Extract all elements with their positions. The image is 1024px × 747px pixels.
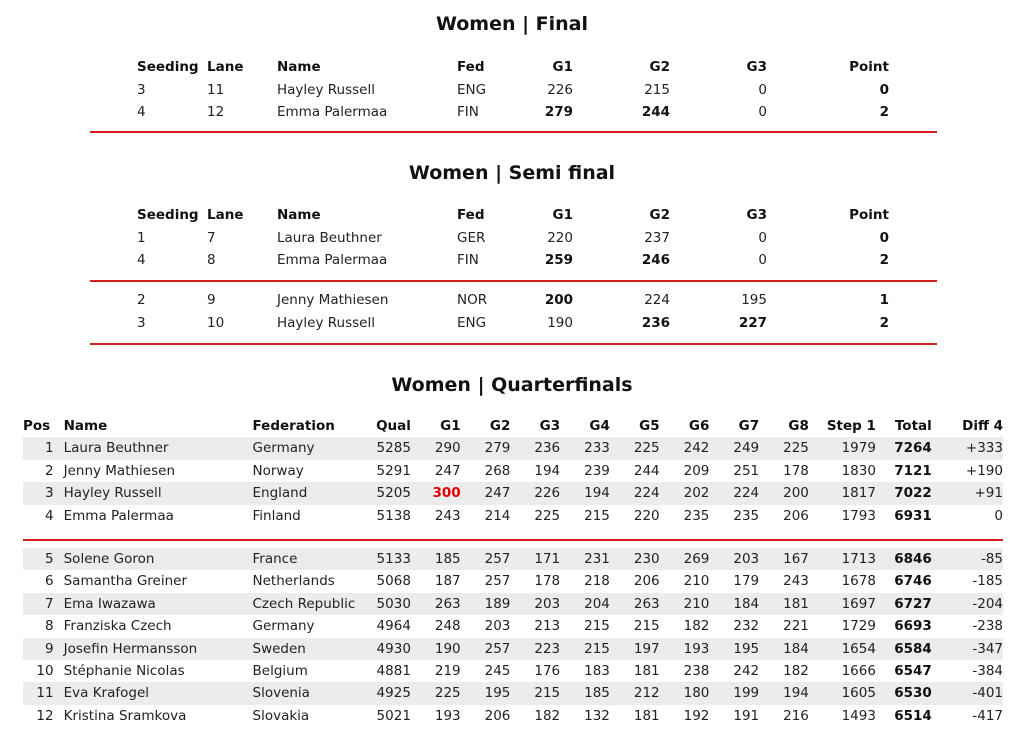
col-g3: G3 xyxy=(539,418,561,434)
step1-cell: 1678 xyxy=(841,573,876,590)
player-name: Jenny Mathiesen xyxy=(277,292,389,308)
total-cell: 7121 xyxy=(894,462,932,479)
game-cell: 195 xyxy=(461,682,511,704)
g3-cell: 0 xyxy=(758,104,767,120)
player-row xyxy=(137,101,889,124)
game-cell: 225 xyxy=(534,507,561,524)
col-g3: G3 xyxy=(746,207,767,223)
game-cell: 221 xyxy=(783,618,809,635)
total-cell: 6846 xyxy=(876,548,932,570)
game-cell: 244 xyxy=(633,462,660,479)
g1-cell: 279 xyxy=(544,104,573,120)
col-g2: G2 xyxy=(489,418,511,434)
quarter-table xyxy=(23,415,1003,727)
qual-cell: 5205 xyxy=(372,482,411,504)
fed-cell: FIN xyxy=(457,104,479,120)
federation-cell: Norway xyxy=(252,462,304,479)
semi-divider-2 xyxy=(90,343,937,345)
g1-cell: 200 xyxy=(544,292,573,308)
game-cell: 300 xyxy=(411,482,461,504)
pos-cell: 1 xyxy=(23,437,64,459)
player-name: Laura Beuthner xyxy=(277,229,382,246)
g1-cell: 226 xyxy=(547,81,573,98)
game-cell: 248 xyxy=(434,618,461,635)
player-name: Samantha Greiner xyxy=(63,573,188,590)
game-cell: 230 xyxy=(610,548,660,570)
game-cell: 224 xyxy=(610,482,660,504)
game-cell: 195 xyxy=(709,638,759,660)
game-cell: 235 xyxy=(683,507,710,524)
quarter-header-row xyxy=(23,415,1003,437)
g2-cell: 237 xyxy=(644,229,670,246)
game-cell: 226 xyxy=(510,482,560,504)
game-cell: 178 xyxy=(534,573,561,590)
player-name: Eva Krafogel xyxy=(64,682,253,704)
diff-cell: -85 xyxy=(932,548,1003,570)
game-cell: 206 xyxy=(783,507,809,524)
player-name: Josefin Hermansson xyxy=(64,638,253,660)
game-cell: 178 xyxy=(783,462,809,479)
game-cell: 214 xyxy=(484,507,511,524)
total-cell: 6584 xyxy=(876,638,932,660)
col-diff: Diff 4 xyxy=(962,418,1003,434)
game-cell: 238 xyxy=(683,663,710,680)
game-cell: 206 xyxy=(484,707,511,724)
step1-cell: 1666 xyxy=(841,663,876,680)
game-cell: 216 xyxy=(783,707,809,724)
game-cell: 204 xyxy=(560,593,610,615)
game-cell: 215 xyxy=(584,618,610,635)
g3-cell: 0 xyxy=(758,229,767,246)
g1-cell: 259 xyxy=(544,252,573,268)
game-cell: 199 xyxy=(709,682,759,704)
player-name: Laura Beuthner xyxy=(64,437,253,459)
quarter-divider xyxy=(23,539,1003,541)
game-cell: 224 xyxy=(709,482,759,504)
step1-cell: 1729 xyxy=(841,618,876,635)
game-cell: 193 xyxy=(660,638,710,660)
diff-cell: -185 xyxy=(972,573,1003,590)
pos-cell: 7 xyxy=(23,593,64,615)
final-title: Women | Final xyxy=(435,13,589,35)
federation-cell: Sweden xyxy=(253,638,373,660)
col-pos: Pos xyxy=(23,418,51,434)
game-cell: 269 xyxy=(660,548,710,570)
game-cell: 181 xyxy=(759,593,809,615)
semi-table-b xyxy=(137,289,889,334)
pos-cell: 8 xyxy=(45,618,54,635)
game-cell: 218 xyxy=(584,573,610,590)
col-name: Name xyxy=(63,418,108,434)
game-cell: 185 xyxy=(560,682,610,704)
pos-cell: 3 xyxy=(23,482,64,504)
federation-cell: Germany xyxy=(252,618,315,635)
step1-cell: 1979 xyxy=(809,437,876,459)
col-g4: G4 xyxy=(589,418,610,434)
total-cell: 6547 xyxy=(894,663,932,680)
table-row xyxy=(23,615,1003,637)
step1-cell: 1713 xyxy=(809,548,876,570)
federation-cell: Belgium xyxy=(252,663,308,680)
final-table xyxy=(137,56,889,124)
game-cell: 209 xyxy=(683,462,710,479)
lane-cell: 8 xyxy=(207,252,216,268)
game-cell: 176 xyxy=(534,663,561,680)
game-cell: 247 xyxy=(434,462,461,479)
qual-cell: 5138 xyxy=(376,507,411,524)
federation-cell: Netherlands xyxy=(252,573,335,590)
game-cell: 181 xyxy=(633,707,660,724)
game-cell: 268 xyxy=(484,462,511,479)
game-cell: 182 xyxy=(534,707,561,724)
game-cell: 257 xyxy=(461,548,511,570)
game-cell: 210 xyxy=(660,593,710,615)
federation-cell: Slovakia xyxy=(252,707,310,724)
player-row xyxy=(137,312,889,335)
fed-cell: ENG xyxy=(457,314,487,331)
table-row xyxy=(23,548,1003,570)
pos-cell: 12 xyxy=(36,707,54,724)
step1-cell: 1793 xyxy=(841,507,876,524)
player-name: Kristina Sramkova xyxy=(63,707,187,724)
total-cell: 7264 xyxy=(876,437,932,459)
col-federation: Federation xyxy=(252,418,335,434)
g2-cell: 246 xyxy=(641,252,670,268)
g3-cell: 0 xyxy=(758,81,767,98)
table-row xyxy=(23,437,1003,459)
semi-title: Women | Semi final xyxy=(408,162,616,184)
federation-cell: Slovenia xyxy=(253,682,373,704)
total-cell: 6530 xyxy=(876,682,932,704)
game-cell: 279 xyxy=(461,437,511,459)
diff-cell: -417 xyxy=(972,707,1003,724)
game-cell: 197 xyxy=(610,638,660,660)
g2-cell: 215 xyxy=(644,81,670,98)
game-cell: 181 xyxy=(633,663,660,680)
seeding-cell: 3 xyxy=(137,314,146,331)
player-name: Emma Palermaa xyxy=(63,507,174,524)
game-cell: 225 xyxy=(610,437,660,459)
qual-cell: 5133 xyxy=(372,548,411,570)
table-row xyxy=(23,460,1003,482)
game-cell: 179 xyxy=(733,573,760,590)
game-cell: 206 xyxy=(633,573,660,590)
game-cell: 194 xyxy=(560,482,610,504)
seeding-cell: 4 xyxy=(137,252,146,268)
col-fed: Fed xyxy=(457,59,485,75)
total-cell: 6693 xyxy=(894,618,932,635)
pos-cell: 9 xyxy=(23,638,64,660)
g1-cell: 190 xyxy=(547,314,573,331)
game-cell: 245 xyxy=(484,663,511,680)
game-cell: 215 xyxy=(633,618,660,635)
game-cell: 132 xyxy=(584,707,610,724)
point-cell: 1 xyxy=(879,292,889,308)
player-name: Emma Palermaa xyxy=(277,104,388,120)
diff-cell: -204 xyxy=(932,593,1003,615)
qual-cell: 4925 xyxy=(372,682,411,704)
fed-cell: NOR xyxy=(457,292,488,308)
game-cell: 213 xyxy=(534,618,561,635)
lane-cell: 12 xyxy=(207,104,225,120)
seeding-cell: 4 xyxy=(137,104,146,120)
point-cell: 2 xyxy=(879,104,889,120)
pos-cell: 4 xyxy=(45,507,54,524)
federation-cell: Czech Republic xyxy=(253,593,373,615)
player-name: Ema Iwazawa xyxy=(64,593,253,615)
game-cell: 251 xyxy=(733,462,760,479)
table-row xyxy=(23,682,1003,704)
player-name: Solene Goron xyxy=(64,548,253,570)
table-row xyxy=(23,482,1003,504)
game-cell: 219 xyxy=(434,663,461,680)
game-cell: 184 xyxy=(759,638,809,660)
game-cell: 183 xyxy=(584,663,610,680)
col-g5: G5 xyxy=(639,418,660,434)
game-cell: 257 xyxy=(461,638,511,660)
lane-cell: 9 xyxy=(207,292,216,308)
col-g1: G1 xyxy=(552,207,573,223)
federation-cell: France xyxy=(253,548,373,570)
qual-cell: 4964 xyxy=(376,618,411,635)
player-name: Stéphanie Nicolas xyxy=(63,663,185,680)
group-gap xyxy=(23,527,1003,548)
player-name: Franziska Czech xyxy=(63,618,172,635)
col-point: Point xyxy=(849,59,889,75)
total-cell: 7022 xyxy=(876,482,932,504)
final-divider xyxy=(90,131,937,133)
total-cell: 6931 xyxy=(894,507,932,524)
col-name: Name xyxy=(277,59,321,75)
qual-cell: 5291 xyxy=(376,462,411,479)
game-cell: 215 xyxy=(560,638,610,660)
step1-cell: 1654 xyxy=(809,638,876,660)
game-cell: 249 xyxy=(709,437,759,459)
seeding-cell: 2 xyxy=(137,292,146,308)
step1-cell: 1830 xyxy=(841,462,876,479)
game-cell: 232 xyxy=(733,618,760,635)
game-cell: 192 xyxy=(683,707,710,724)
game-cell: 236 xyxy=(510,437,560,459)
game-cell: 257 xyxy=(484,573,511,590)
semi-header-row xyxy=(137,204,889,227)
table-row xyxy=(23,660,1003,682)
step1-cell: 1697 xyxy=(809,593,876,615)
game-cell: 223 xyxy=(510,638,560,660)
diff-cell: 0 xyxy=(994,507,1003,524)
game-cell: 203 xyxy=(484,618,511,635)
col-seeding: Seeding xyxy=(137,59,199,75)
pos-cell: 11 xyxy=(23,682,64,704)
game-cell: 225 xyxy=(759,437,809,459)
col-lane: Lane xyxy=(207,207,244,223)
pos-cell: 5 xyxy=(23,548,64,570)
game-cell: 263 xyxy=(411,593,461,615)
game-cell: 184 xyxy=(709,593,759,615)
qual-cell: 5068 xyxy=(376,573,411,590)
col-g2: G2 xyxy=(649,207,670,223)
player-row xyxy=(137,289,889,312)
game-cell: 194 xyxy=(759,682,809,704)
game-cell: 215 xyxy=(584,507,610,524)
diff-cell: +333 xyxy=(932,437,1003,459)
game-cell: 233 xyxy=(560,437,610,459)
col-fed: Fed xyxy=(457,207,485,223)
player-name: Jenny Mathiesen xyxy=(63,462,176,479)
total-cell: 6727 xyxy=(876,593,932,615)
point-cell: 0 xyxy=(879,229,889,246)
game-cell: 263 xyxy=(610,593,660,615)
col-g7: G7 xyxy=(738,418,760,434)
seeding-cell: 1 xyxy=(137,229,146,246)
final-header-row xyxy=(137,56,889,79)
diff-cell: -347 xyxy=(932,638,1003,660)
game-cell: 220 xyxy=(633,507,660,524)
game-cell: 242 xyxy=(733,663,760,680)
col-g1: G1 xyxy=(552,59,573,75)
seeding-cell: 3 xyxy=(137,81,146,98)
diff-cell: -401 xyxy=(932,682,1003,704)
lane-cell: 7 xyxy=(207,229,216,246)
player-name: Hayley Russell xyxy=(64,482,253,504)
game-cell: 189 xyxy=(461,593,511,615)
lane-cell: 10 xyxy=(207,314,225,331)
col-step1: Step 1 xyxy=(826,418,876,434)
pos-cell: 10 xyxy=(36,663,54,680)
game-cell: 190 xyxy=(411,638,461,660)
g2-cell: 224 xyxy=(644,292,670,308)
game-cell: 243 xyxy=(434,507,461,524)
col-lane: Lane xyxy=(207,59,244,75)
player-name: Emma Palermaa xyxy=(277,252,388,268)
game-cell: 203 xyxy=(709,548,759,570)
table-row xyxy=(23,570,1003,592)
g3-cell: 227 xyxy=(738,314,767,331)
qual-cell: 5030 xyxy=(372,593,411,615)
qual-cell: 4881 xyxy=(376,663,411,680)
g2-cell: 236 xyxy=(641,314,670,331)
game-cell: 247 xyxy=(461,482,511,504)
g1-cell: 220 xyxy=(547,229,573,246)
step1-cell: 1605 xyxy=(809,682,876,704)
federation-cell: England xyxy=(253,482,373,504)
game-cell: 212 xyxy=(610,682,660,704)
player-name: Hayley Russell xyxy=(277,314,375,331)
table-row xyxy=(23,638,1003,660)
game-cell: 243 xyxy=(783,573,809,590)
col-g1: G1 xyxy=(440,418,461,434)
table-row xyxy=(23,593,1003,615)
g3-cell: 195 xyxy=(741,292,767,308)
semi-divider-1 xyxy=(90,280,937,282)
game-cell: 200 xyxy=(759,482,809,504)
player-row xyxy=(137,79,889,102)
pos-cell: 6 xyxy=(45,573,54,590)
col-g8: G8 xyxy=(788,418,809,434)
game-cell: 210 xyxy=(683,573,710,590)
game-cell: 202 xyxy=(660,482,710,504)
game-cell: 203 xyxy=(510,593,560,615)
game-cell: 171 xyxy=(510,548,560,570)
g2-cell: 244 xyxy=(641,104,670,120)
qual-cell: 4930 xyxy=(372,638,411,660)
step1-cell: 1817 xyxy=(809,482,876,504)
game-cell: 231 xyxy=(560,548,610,570)
step1-cell: 1493 xyxy=(841,707,876,724)
col-name: Name xyxy=(277,207,321,223)
game-cell: 242 xyxy=(660,437,710,459)
game-cell: 215 xyxy=(510,682,560,704)
table-row xyxy=(23,705,1003,727)
semi-table-a xyxy=(137,204,889,272)
col-g2: G2 xyxy=(649,59,670,75)
federation-cell: Finland xyxy=(252,507,301,524)
group-gap-cell xyxy=(23,527,1003,548)
fed-cell: GER xyxy=(457,229,486,246)
quarter-title: Women | Quarterfinals xyxy=(391,374,633,396)
diff-cell: +91 xyxy=(932,482,1003,504)
lane-cell: 11 xyxy=(207,81,225,98)
total-cell: 6746 xyxy=(894,573,932,590)
col-total: Total xyxy=(894,418,932,434)
player-row xyxy=(137,227,889,250)
diff-cell: +190 xyxy=(965,462,1003,479)
qual-cell: 5021 xyxy=(376,707,411,724)
point-cell: 2 xyxy=(879,314,889,331)
diff-cell: -238 xyxy=(972,618,1003,635)
table-row xyxy=(23,505,1003,527)
game-cell: 185 xyxy=(411,548,461,570)
col-qual: Qual xyxy=(376,418,411,434)
game-cell: 235 xyxy=(733,507,760,524)
qual-cell: 5285 xyxy=(372,437,411,459)
game-cell: 182 xyxy=(783,663,809,680)
g3-cell: 0 xyxy=(758,252,767,268)
fed-cell: FIN xyxy=(457,252,479,268)
point-cell: 0 xyxy=(879,81,889,98)
col-g6: G6 xyxy=(688,418,710,434)
pos-cell: 2 xyxy=(45,462,54,479)
game-cell: 167 xyxy=(759,548,809,570)
col-seeding: Seeding xyxy=(137,207,199,223)
game-cell: 180 xyxy=(660,682,710,704)
game-cell: 239 xyxy=(584,462,610,479)
game-cell: 290 xyxy=(411,437,461,459)
game-cell: 193 xyxy=(434,707,461,724)
point-cell: 2 xyxy=(879,252,889,268)
player-row xyxy=(137,249,889,272)
game-cell: 194 xyxy=(534,462,561,479)
fed-cell: ENG xyxy=(457,81,487,98)
col-g3: G3 xyxy=(746,59,767,75)
player-name: Hayley Russell xyxy=(277,81,375,98)
col-point: Point xyxy=(849,207,889,223)
game-cell: 187 xyxy=(434,573,461,590)
game-cell: 182 xyxy=(683,618,710,635)
total-cell: 6514 xyxy=(894,707,932,724)
game-cell: 225 xyxy=(411,682,461,704)
game-cell: 191 xyxy=(733,707,760,724)
federation-cell: Germany xyxy=(253,437,373,459)
diff-cell: -384 xyxy=(972,663,1003,680)
